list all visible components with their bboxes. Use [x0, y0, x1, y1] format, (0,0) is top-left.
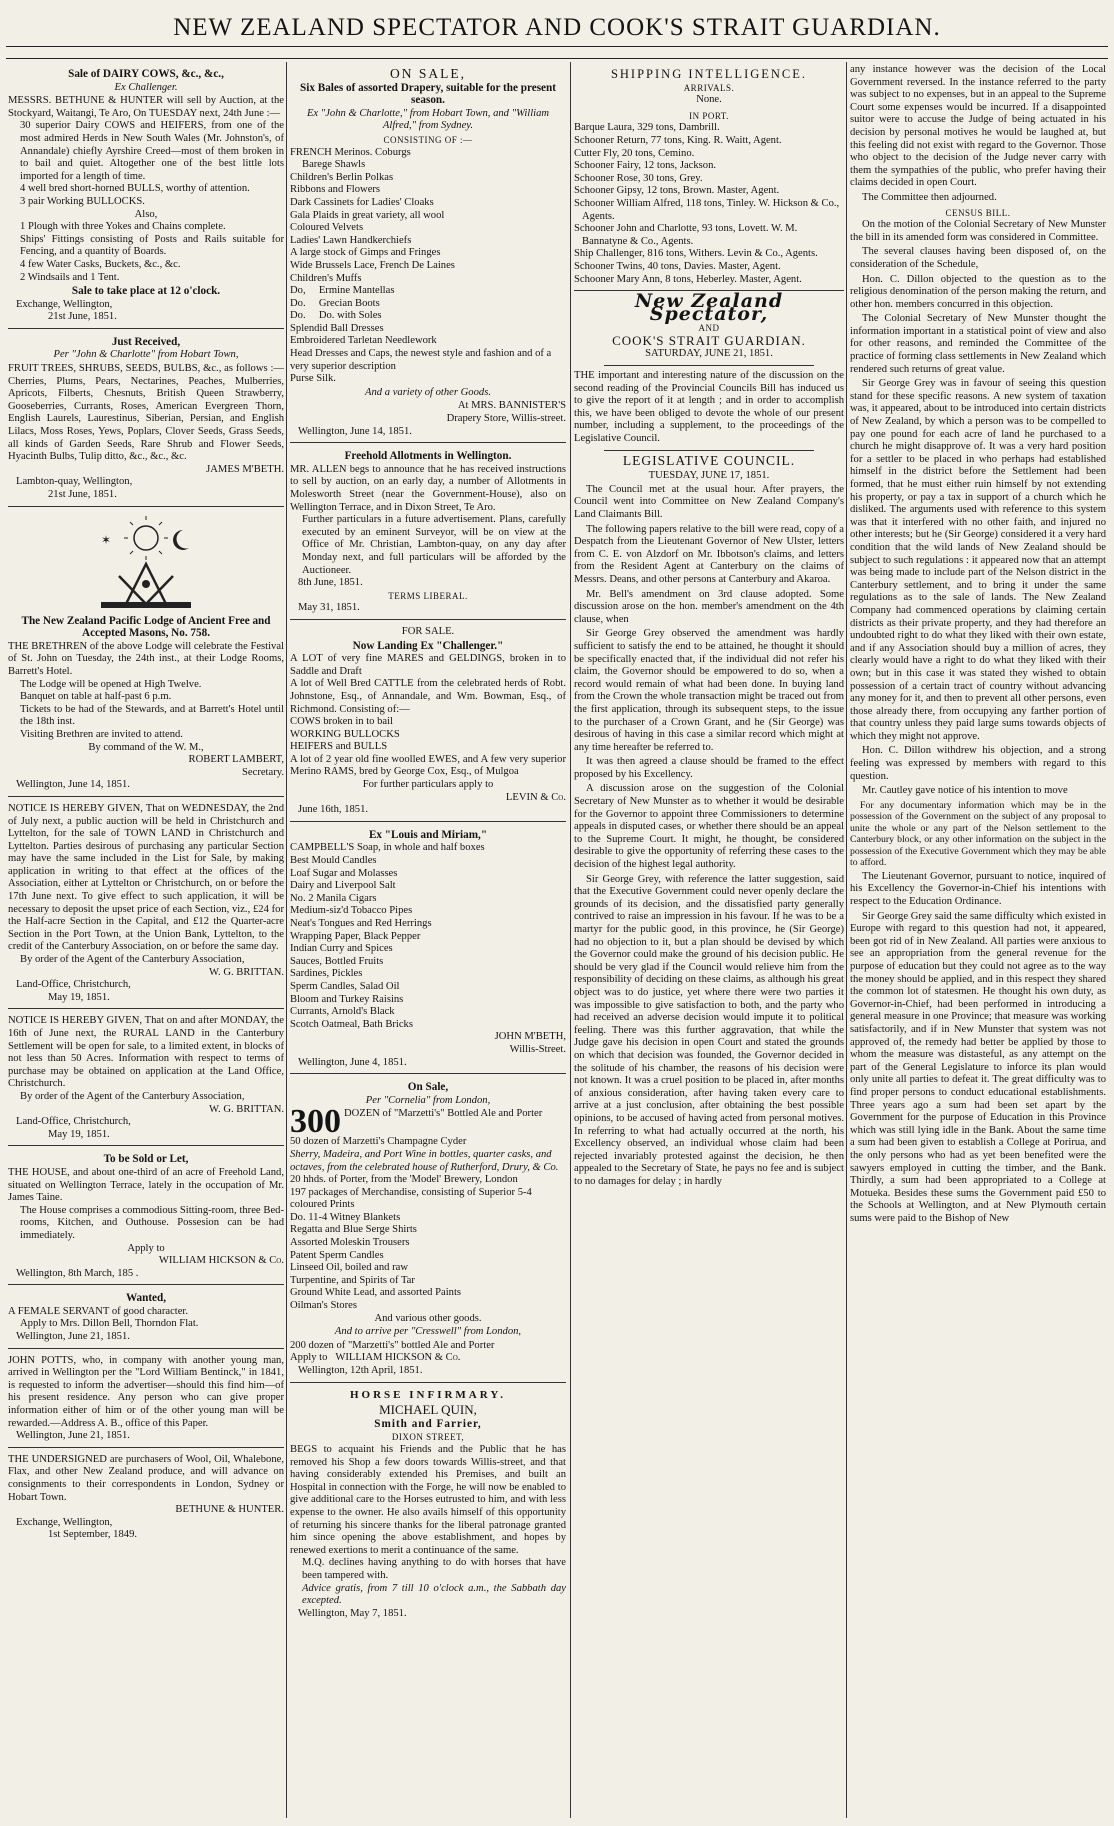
report-paragraph: The Committee then adjourned.: [862, 191, 997, 203]
advert-signature: LEVIN & Co.: [505, 791, 566, 803]
shipping-arrivals: ARRIVALS.: [683, 82, 735, 93]
list-item: Dairy and Liverpool Salt: [290, 880, 396, 892]
list-item: 20 hhds. of Porter, from the 'Model' Brewery, London: [290, 1174, 518, 1186]
advert-title: FOR SALE.: [401, 625, 455, 637]
list-item: Barege Shawls: [302, 159, 366, 171]
list-item: WORKING BULLOCKS: [290, 728, 400, 740]
ship-entry: Barque Laura, 329 tons, Dambrill.: [574, 122, 720, 134]
list-item: Medium-siz'd Tobacco Pipes: [290, 905, 413, 917]
advert-title: The New Zealand Pacific Lodge of Ancient Free and Accepted Masons, No. 758.: [21, 614, 271, 640]
advert-body: THE UNDERSIGNED are purchasers of Wool, Oil, Whalebone, Flax, and other New Zealand produce, and will advance on consignments to their correspondents in London, Sydney or Hobart Town.: [8, 1453, 284, 1503]
advert-body: THE BRETHREN of the above Lodge will celebrate the Festival of St. John on Tuesday, the 24th inst., at their Lodge Rooms, Barrett's Hotel.: [8, 640, 284, 677]
ship-entry: Cutter Fly, 20 tons, Cemino.: [574, 147, 695, 159]
advert-title: On Sale,: [407, 1081, 449, 1094]
advert-consisting: CONSISTING OF :—: [383, 134, 473, 145]
list-item: Do. Do. with Soles: [290, 310, 382, 322]
list-item: Best Mould Candles: [290, 855, 377, 867]
list-item: Children's Berlin Polkas: [290, 171, 394, 183]
advert-subtitle: Per "John & Charlotte" from Hobart Town,: [53, 349, 239, 361]
masthead: NEW ZEALAND SPECTATOR AND COOK'S STRAIT GUARDIAN.: [173, 14, 941, 41]
advert-subtitle: Ex Challenger.: [114, 81, 178, 93]
ship-entry: Ship Challenger, 816 tons, Withers. Levin & Co., Agents.: [574, 248, 818, 260]
advert-title: To be Sold or Let,: [103, 1153, 189, 1166]
column-3: [574, 64, 844, 1816]
list-item: Regatta and Blue Serge Shirts: [290, 1224, 417, 1236]
advert-date: 21st June, 1851.: [48, 311, 117, 323]
report-paragraph: Sir George Grey was in favour of seeing this question stand for these specific reasons. A new system of taxation was, it appeared, about to be introduced into certain districts of New Zealand, by which a person was to be compelled to pay one pound for each acre of land he purchased to a church he might disapprove of. It was a very hard position for a settler to be placed in who perhaps had established himself in the district before the Settlement had been formed, that he must either ruin himself by not extending his property, or pay a tax in support of a church which he disliked. The arguments used with reference to this system was that it interfered with no other faith, and injured no other interests; but he (Sir George) considered it a very hard condition that the wild lands of New Zealand should be subject to such regulations : it appeared now that an attempt was being made to include part of the Nelson district in the Canterbury settlement, and to bring it under the same regulations as to the sale of lands. The New Zealand Company had commenced operations by claiming certain districts as their private property, and they had therefore an undoubted right to do what they liked with their own estate, and if any Association should buy a million of acres, they clearly would have a right to do what they liked with their own; but in this case it was stated they wished to obtain possession of a certain tract of country without advancing any money for it, and then to prevent all other persons, even those already there, from occupying any farther portion of that country unless they paid large sums towards objects of which they might not approve.: [850, 378, 1106, 742]
divider: [604, 365, 814, 366]
column-divider: [286, 62, 287, 1818]
advert-body: A LOT of very fine MARES and GELDINGS, broken in to Saddle and Draft: [290, 653, 566, 677]
advert-subtitle: Per "Cornelia" from London,: [365, 1094, 491, 1106]
ship-entry: Schooner William Alfred, 118 tons, Tinley. W. Hickson & Co., Agents.: [574, 197, 840, 222]
column-divider: [846, 62, 847, 1818]
ship-entry: Schooner Mary Ann, 8 tons, Heberley. Master, Agent.: [574, 273, 802, 285]
report-paragraph: A discussion arose on the suggestion of the Colonial Secretary of New Munster as to whether it would be desirable for the Governor to appoint three Commissioners to determine appeals in disputed cases, or whether there should be an appeal to the Supreme Court. It might, he thought, be considered desirable to give the opportunity of referring these cases to the decision of the highest legal authority.: [574, 783, 844, 871]
list-item: By command of the W. M.,: [88, 741, 204, 753]
advert-signature: JAMES M'BETH.: [206, 463, 284, 475]
list-item: COWS broken in to bail: [290, 716, 393, 728]
advert-freehold-allotments: [290, 446, 566, 620]
advert-body: DOZEN of "Marzetti's" Bottled Ale and Porter: [344, 1108, 543, 1120]
advert-signature-place: Willis-Street.: [509, 1043, 566, 1055]
advert-date: Wellington, June 21, 1851.: [16, 1331, 130, 1343]
advert-body: A lot of 2 year old fine woolled EWES, and A few very superior Merino RAMS, bred by George Cox, Esq., of Mulgoa: [290, 753, 566, 778]
advert-date: May 19, 1851.: [48, 991, 110, 1003]
advert-advice: Advice gratis, from 7 till 10 o'clock a.m., the Sabbath day excepted.: [302, 1582, 566, 1607]
list-item: Wrapping Paper, Black Pepper: [290, 930, 421, 942]
advert-louis-and-miriam: [290, 825, 566, 1074]
list-item: Gala Plaids in great variety, all wool: [290, 209, 445, 221]
ship-entry: Schooner Return, 77 tons, King. R. Waitt, Agent.: [574, 134, 782, 146]
advert-date: Wellington, June 14, 1851.: [298, 425, 412, 437]
list-item: 2 Windsails and 1 Tent.: [20, 271, 120, 283]
list-item: Banquet on table at half-past 6 p.m.: [20, 691, 172, 703]
advert-cornelia: [290, 1077, 566, 1382]
advert-horse-infirmary: [290, 1386, 566, 1625]
advert-signature: WILLIAM HICKSON & Co.: [335, 1352, 461, 1364]
editorial-date: SATURDAY, JUNE 21, 1851.: [645, 348, 773, 360]
advert-body: A lot of Well Bred CATTLE from the celebrated herds of Robt. Johnstone, Esq., of Annandale, and Wm. Bowman, Esq., of Richmond. Consisting of:—: [290, 678, 566, 715]
editorial-title: New Zealand Spectator,: [634, 290, 784, 325]
advert-title: ON SALE,: [390, 66, 466, 81]
advert-subtitle: Six Bales of assorted Drapery, suitable for the present season.: [300, 81, 556, 107]
advert-title: HORSE INFIRMARY.: [350, 1388, 506, 1401]
advert-time: Sale to take place at 12 o'clock.: [71, 285, 221, 298]
advert-signature: JOHN M'BETH,: [494, 1031, 566, 1043]
masonic-emblem-icon: [8, 515, 284, 613]
advert-more: And a variety of other Goods.: [365, 386, 491, 398]
legislative-council-date: TUESDAY, JUNE 17, 1851.: [648, 470, 770, 482]
column-1: [8, 64, 284, 1816]
advert-terms: TERMS LIBERAL.: [388, 590, 468, 601]
advert-house-for-sale: [8, 1149, 284, 1285]
svg-text:✶: ✶: [101, 532, 112, 547]
advert-challenger-livestock: [290, 623, 566, 822]
list-item: FRENCH Merinos. Coburgs: [290, 146, 411, 158]
list-item: Sauces, Bottled Fruits: [290, 955, 384, 967]
advert-body: NOTICE IS HEREBY GIVEN, That on WEDNESDAY, the 2nd of July next, a public auction will be held in Christchurch and Lyttelton, for the sale of TOWN LAND in Christchurch and Lyttelton. Parties desirous of purchasing any particular Section may have the same included in the List for Sale, by making application in writing to that effect at the offices of the Association, either at Lyttelton or Christchurch, on or before the 17th June next. To give effect to such application, it will be necessary to deposit the upset price of each Section, viz., £24 for the Half-acre Section in the Capital, and £12 the Quarter-acre Section in the Port Town, at the Union Bank, Lyttelton, to the credit of the Canterbury Association, on or before the same day.: [8, 802, 284, 953]
list-item: No. 2 Manila Cigars: [290, 892, 377, 904]
advert-place: Exchange, Wellington,: [16, 1516, 113, 1528]
list-item: A large stock of Gimps and Fringes: [290, 247, 441, 259]
advert-fruit-trees: [8, 332, 284, 507]
column-4: [850, 64, 1106, 1816]
report-paragraph: any instance however was the decision of the Local Government reversed. In the instance referred to the party was subject to no expenses, but in an appeal to the Supreme Court some expenses would be incurred. If a disappointed suitor were to accuse the Judge of being actuated in his decision by personal motives he would be laughed at, but this feeling did not exist with regard to the Governor. Those who object to the decision of the Judge never carry with them the sympathies of the public, who prefer having their claims decided in open Court.: [850, 64, 1106, 189]
advert-signature: WILLIAM HICKSON & Co.: [158, 1255, 284, 1267]
report-paragraph: Mr. Cautley gave notice of his intention to move: [862, 785, 1068, 797]
list-item: Embroidered Tarletan Needlework: [290, 335, 437, 347]
advert-signature: ROBERT LAMBERT,: [188, 754, 284, 766]
shipping-none: None.: [696, 94, 722, 106]
list-item: Children's Muffs: [290, 272, 362, 284]
list-item: Do, Ermine Mantellas: [290, 285, 395, 297]
advert-drapery: [290, 64, 566, 443]
list-item: Oilman's Stores: [290, 1300, 357, 1312]
report-paragraph: Sir George Grey said the same difficulty which existed in Europe with regard to this question had not, it appeared, been got rid of in New Zealand. All parties were anxious to see an appropriation from the general revenue for the purpose of education but they could not agree as to the way the money should be applied, and in this respect they shared the common lot of statesmen. He thought his own duty, as Governor-in-Chief, had been performed in introducing a general measure in one Province; that measure was working satisfactorily, and if in New Munster that system was not approved of, the remedy had better be applied by those to whom the measure was distasteful, as any attempt on the part of the General Legislature to inforce its plan would only unite all parties to defeat it. The great difficulty was to find proper persons to conduct educational establishments. Three years ago a sum had been set apart by the Government for the purpose of Education in this Province which was still lying idle in the Bank. About the same time a sum had been given to establish a College at Porirua, and the only persons who had as yet been benefited were the sawyers employed in cutting the timber, and the Bank. Thirdly, a sum had been appropriated to a College at Motueka. Besides these sums the Government paid £50 to the Schools at Wellington, and at New Plymouth certain sums were paid to the Bishop of New: [850, 910, 1106, 1224]
list-item: And various other goods.: [374, 1312, 482, 1324]
editorial-and: AND: [698, 323, 720, 334]
advert-place: Lambton-quay, Wellington,: [16, 476, 133, 488]
list-item: Currants, Arnold's Black: [290, 1006, 395, 1018]
advert-body: Further particulars in a future advertisement. Plans, carefully executed by an eminent Surveyor, will be on view at the Office of Mr. Christian, Lambton-quay, on any day after Monday next, and full particulars will be afforded by the Auctioneer.: [302, 514, 566, 576]
report-paragraph: On the motion of the Colonial Secretary of New Munster the bill in its amended form was considered in Committee.: [850, 219, 1106, 243]
ship-entry: Schooner Twins, 40 tons, Davies. Master, Agent.: [574, 260, 781, 272]
editorial-masthead: [574, 290, 844, 366]
advert-title: Sale of DAIRY COWS, &c., &c.,: [68, 68, 224, 80]
report-paragraph: Sir George Grey, with reference the latter suggestion, said that the Executive Government could never openly declare the grounds of its decision, and the dissatisfied party generally contrived to raise an impression in his favour. If he was to be a martyr for the public good, in this province, he (Sir George) had no objection to it, but a plan should be devised by which the Governor could make the ground of his decision public. He should be very glad if the Council would relieve him from the responsibility of deciding on these claims, as although his great object was to do justice, yet where there were two parties it was impossible to give satisfaction to both, and the party who had received an adverse decision would impute it to political feeling. There was this further aggravation, that while the Judge gave his decision in open Court and stated the grounds on which that decision was founded, the Governor decided in the solitude of his chamber, the reasons of his decision were not known. It was a cruel position to be placed in, after months of anxious consideration, after having taken every care to arrive at a just conclusion, after obtaining the best possible opinions, to be accused of having acted from personal motives. In referring to what had actually occurred at the north, his Excellency observed, an individual whose claim had been rejected invariably protested against the decision, he then appealed to the Secretary of State, he pays no fee and is subject to no damages for delay ; in hardly: [574, 873, 844, 1187]
advert-date: May 31, 1851.: [298, 602, 360, 614]
report-paragraph: The Council met at the usual hour. After prayers, the Council went into Committee on New Zealand Company's Land Claimants Bill.: [574, 483, 844, 520]
divider: [604, 450, 814, 451]
advert-date: Wellington, May 7, 1851.: [298, 1607, 407, 1619]
advert-apply: Apply to: [290, 1352, 328, 1364]
advert-body: MESSRS. BETHUNE & HUNTER will sell by Auction, at the Stockyard, Waitangi, Te Aro, On TUESDAY next, 24th June :—: [8, 95, 284, 119]
motion-text: For any documentary information which may be in the possession of the Government on the subject of any proposal to unite the whole or any part of the Nelson settlement to the Canterbury block, or any other information on the subject in the possession of the Executive Government which they may be able to afford.: [850, 799, 1106, 869]
advert-apply: Apply to Mrs. Dillon Bell, Thorndon Flat.: [20, 1318, 199, 1330]
advert-place: Land-Office, Christchurch,: [16, 979, 131, 991]
ship-entry: Schooner Gipsy, 12 tons, Brown. Master, Agent.: [574, 185, 780, 197]
list-item: Sardines, Pickles: [290, 968, 363, 980]
report-paragraph: The several clauses having been disposed of, on the consideration of the Schedule,: [850, 246, 1106, 270]
list-item: 30 superior Dairy COWS and HEIFERS, from one of the most admired Herds in New South Wales (Mr. Johnston's, of Annandale) chiefly Ayrshire Creed—most of them broken in to bail and quiet. Altogether one of the best little lots imported for a length of time.: [20, 120, 284, 182]
list-item: HEIFERS and BULLS: [290, 741, 388, 753]
advert-ex: Ex "John & Charlotte," from Hobart Town, and "William Alfred," from Sydney.: [306, 107, 550, 132]
advert-body: M.Q. declines having anything to do with horses that have been tampered with.: [302, 1557, 566, 1581]
editorial-lead: THE important and interesting nature of the discussion on the second reading of the Provincial Councils Bill has induced us to give the report of it at length ; and in order to accomplish this, we have been obliged to devote the whole of our present number, including a supplement, to the proceedings of the Legislative Council.: [574, 370, 844, 445]
advert-date: 1st September, 1849.: [48, 1529, 138, 1541]
advert-title: Ex "Louis and Miriam,": [368, 828, 488, 841]
report-paragraph: The Lieutenant Governor, pursuant to notice, inquired of his Excellency the Governor-in-Chief his intentions with respect to the Education Ordinance.: [850, 870, 1106, 908]
advert-masonic-lodge: [8, 510, 284, 797]
report-paragraph: Mr. Bell's amendment on 3rd clause adopted. Some discussion arose on the hon. member's amendment on the 4th clause, when: [574, 588, 844, 625]
advert-date: Wellington, June 21, 1851.: [16, 1430, 130, 1442]
advert-trade: Smith and Farrier,: [374, 1417, 482, 1430]
advert-date: Wellington, 8th March, 185 .: [16, 1267, 139, 1279]
advert-body: MR. ALLEN begs to announce that he has received instructions to sell by auction, on an early day, a number of Allotments in Molesworth Street (near the Government-House), also on Wellington Terrace, and in Dixon Street, Te Aro.: [290, 463, 566, 513]
list-item: 4 well bred short-horned BULLS, worthy of attention.: [20, 183, 250, 195]
advert-also: Also,: [134, 208, 158, 220]
advert-servant-wanted: [8, 1288, 284, 1348]
advert-body: CAMPBELL'S Soap, in whole and half boxes: [290, 842, 485, 854]
advert-arrive: And to arrive per "Cresswell" from London,: [334, 1326, 522, 1338]
list-item: Sherry, Madeira, and Port Wine in bottles, quarter casks, and octaves, from the celebrated house of Rutherford, Drury, & Co.: [290, 1148, 559, 1173]
list-item: Patent Sperm Candles: [290, 1249, 384, 1261]
list-item: Sperm Candles, Salad Oil: [290, 980, 400, 992]
list-item: Purse Silk.: [290, 373, 336, 385]
advert-date: Wellington, 12th April, 1851.: [298, 1365, 423, 1376]
advert-by-order: By order of the Agent of the Canterbury Association,: [20, 1090, 245, 1102]
list-item: 1 Plough with three Yokes and Chains complete.: [20, 221, 226, 233]
advert-wool-purchasers: [8, 1451, 284, 1546]
list-item: Dark Cassinets for Ladies' Cloaks: [290, 196, 434, 208]
report-paragraph: It was then agreed a clause should be framed to the effect proposed by his Excellency.: [574, 756, 844, 780]
list-item: Turpentine, and Spirits of Tar: [290, 1274, 415, 1286]
list-item: Do. Grecian Boots: [290, 297, 380, 309]
list-item: Visiting Brethren are invited to attend.: [20, 728, 183, 740]
column-2: [290, 64, 566, 1816]
ship-entry: Schooner Fairy, 12 tons, Jackson.: [574, 160, 717, 172]
report-continued: [850, 64, 1106, 1225]
advert-store: Drapery Store, Willis-street.: [446, 413, 566, 425]
advert-title: Freehold Allotments in Wellington.: [344, 450, 512, 463]
advert-body: NOTICE IS HEREBY GIVEN, That on and after MONDAY, the 16th of June next, the RURAL LAND in the Canterbury Settlement will be open for sale, to a limited extent, in blocks of not less than 50 Acres. Information with respect to terms of purchase may be obtained on application at the Land Office, Christchurch.: [8, 1015, 284, 1090]
advert-title: Wanted,: [125, 1292, 167, 1305]
advert-dairy-cows: [8, 64, 284, 329]
advert-place: Land-Office, Christchurch,: [16, 1116, 131, 1128]
advert-name: MICHAEL QUIN,: [379, 1402, 477, 1418]
advert-by-order: By order of the Agent of the Canterbury Association,: [20, 954, 245, 966]
advert-subtitle: Now Landing Ex "Challenger.": [352, 639, 504, 652]
masthead-rule-top: [6, 46, 1108, 47]
masthead-rule-bottom: [6, 58, 1108, 59]
legislative-council-title: LEGISLATIVE COUNCIL.: [622, 452, 796, 468]
ship-entry: Schooner John and Charlotte, 93 tons, Lovett. W. M. Bannatyne & Co., Agents.: [574, 223, 798, 247]
list-item: Ground White Lead, and assorted Paints: [290, 1287, 462, 1299]
census-bill-heading: CENSUS BILL.: [945, 207, 1011, 218]
advert-title: Just Received,: [111, 335, 181, 348]
advert-big-number: 300: [290, 1103, 341, 1141]
list-item: 197 packages of Merchandise, consisting of Superior 5-4 coloured Prints: [290, 1186, 532, 1211]
shipping-intelligence: [574, 64, 844, 291]
editorial-body: [574, 370, 844, 1188]
list-item: Loaf Sugar and Molasses: [290, 867, 398, 879]
list-item: Linseed Oil, boiled and raw: [290, 1262, 408, 1274]
report-paragraph: The following papers relative to the bill were read, copy of a Despatch from the Lieutenant Governor of New Ulster, letters from C. E. von Alzdorf on Mr. Ibbotson's claims, and letters from the Resident Agent at Canterbury on the claims of Messrs. Deans, and other persons at Canterbury and Akaroa.: [574, 523, 844, 585]
list-item: Scotch Oatmeal, Bath Bricks: [290, 1018, 413, 1030]
advert-date: Wellington, June 14, 1851.: [16, 779, 130, 791]
advert-body: THE HOUSE, and about one-third of an acre of Freehold Land, situated on Wellington Terrace, lately in the occupation of Mr. James Taine.: [8, 1166, 284, 1204]
list-item: Bloom and Turkey Raisins: [290, 993, 404, 1005]
list-item: 4 few Water Casks, Buckets, &c., &c.: [20, 258, 181, 270]
report-paragraph: Hon. C. Dillon withdrew his objection, and a strong feeling was expressed by members with regard to this question.: [850, 745, 1106, 782]
list-item: Tickets to be had of the Stewards, and at Barrett's Hotel until the 18th inst.: [20, 703, 284, 728]
advert-body: JOHN POTTS, who, in company with another young man, arrived in Wellington per the "Lord William Bentinck," in 1841, is requested to inform the advertiser—should this find him—of his present residence. Any person who can give proper information either of him or of the other young man will be rewarded.—Address A. B., office of this Paper.: [8, 1354, 284, 1429]
advert-signature-role: Secretary.: [242, 766, 284, 778]
list-item: 3 pair Working BULLOCKS.: [20, 195, 145, 207]
report-paragraph: The Colonial Secretary of New Munster thought the information important in a statistical point of view and also for other reasons, and reminded the Committee of the practice of forming class settlements in New Zealand which rendered such returns of great value.: [850, 313, 1106, 375]
advert-date: May 19, 1851.: [48, 1128, 110, 1140]
ship-entry: Schooner Rose, 30 tons, Grey.: [574, 172, 703, 184]
list-item: Ships' Fittings consisting of Posts and Rails suitable for Fencing, and a quantity of Boards.: [20, 233, 284, 258]
list-item: Head Dresses and Caps, the newest style and fashion and of a very superior description: [290, 348, 552, 372]
advert-date: 21st June, 1851.: [48, 489, 117, 500]
report-paragraph: Sir George Grey observed the amendment was hardly sufficient to satisfy the end to be attained, he thought it should be specifically enacted that, if the individual did not refer his claim, the Governor should be empowered to do so, when a record would remain of what had been done. In buying land from the Crown the whole transaction might be traced out from the first application, through its subsequent steps, to the issue to the purchaser of a Crown Grant, and he (Sir George) was desirous of having in this case a similar record which might at any time hereafter be referred to.: [574, 628, 844, 753]
advert-john-potts: [8, 1352, 284, 1448]
advert-date: Wellington, June 4, 1851.: [298, 1056, 407, 1068]
editorial-guardian: COOK'S STRAIT GUARDIAN.: [612, 332, 806, 348]
list-item: 50 dozen of Marzetti's Champagne Cyder: [290, 1136, 467, 1148]
advert-date: June 16th, 1851.: [298, 804, 369, 816]
list-item: Do. 11-4 Witney Blankets: [290, 1211, 401, 1223]
report-paragraph: Hon. C. Dillon objected to the question as to the religious denomination of the person making the return, and other hon. members concurred in this objection.: [850, 273, 1106, 310]
advert-body: The House comprises a commodious Sitting-room, three Bed-rooms, Kitchen, and Outhouse. Possesion can be had immediately.: [20, 1204, 284, 1241]
shipping-in-port: IN PORT.: [689, 110, 729, 121]
advert-arrive-detail: 200 dozen of "Marzetti's" bottled Ale and Porter: [290, 1339, 495, 1351]
advert-apply: Apply to: [127, 1242, 165, 1254]
advert-body: BEGS to acquaint his Friends and the Public that he has removed his Shop a few doors towards Willis-street, and that having considerably extended his Premises, and built an Hospital in connection with the Forge, he will now be enabled to give additional care to the Horses eutrusted to him, and with less expense to the owner. He also avails himself of this opportunity of returning his sincere thanks for the liberal patronage granted him since opening the above establishment, and hopes by renewed exertions to merit a continuance of the same.: [290, 1443, 566, 1556]
list-item: Assorted Moleskin Trousers: [290, 1237, 410, 1249]
list-item: Ribbons and Flowers: [290, 184, 381, 196]
list-item: Indian Curry and Spices: [290, 943, 393, 955]
advert-signature: BETHUNE & HUNTER.: [175, 1504, 284, 1516]
advert-signature: W. G. BRITTAN.: [209, 1103, 284, 1115]
advert-place: Exchange, Wellington,: [16, 298, 113, 310]
column-divider: [570, 62, 571, 1818]
advert-date: 8th June, 1851.: [298, 577, 363, 589]
advert-town-land-notice: [8, 800, 284, 1010]
shipping-title: SHIPPING INTELLIGENCE.: [610, 67, 808, 81]
list-item: Wide Brussels Lace, French De Laines: [290, 259, 455, 271]
list-item: Neat's Tongues and Red Herrings: [290, 918, 432, 929]
advert-at: At MRS. BANNISTER'S: [457, 400, 566, 412]
list-item: Splendid Ball Dresses: [290, 322, 384, 334]
advert-street: DIXON STREET,: [391, 1432, 465, 1443]
list-item: Ladies' Lawn Handkerchiefs: [290, 234, 412, 246]
advert-rural-land-notice: [8, 1012, 284, 1146]
advert-body: FRUIT TREES, SHRUBS, SEEDS, BULBS, &c., as follows :— Cherries, Plums, Pears, Nectarines, Peaches, Mulberries, Apricots, Filberts, Chesnuts, British Queen Strawberry, Gooseberries, Currants, Roses, American Evergreen Thorn, English Laurels, Laurestinus, Siberian, Persian, and English Lilacs, Moss Roses, Yews, Poplars, Clover Seeds, Grass Seeds, all kinds of Garden Seeds, Rare Shrub and Flower Seeds, Hyacinth Bulbs, Tulip ditto, &c., &c., &c.: [8, 363, 284, 463]
list-item: The Lodge will be opened at High Twelve.: [20, 678, 202, 690]
list-item: Coloured Velvets: [290, 222, 364, 234]
advert-body: A FEMALE SERVANT of good character.: [8, 1305, 189, 1317]
advert-further: For further particulars apply to: [362, 779, 494, 791]
advert-signature: W. G. BRITTAN.: [209, 966, 284, 978]
